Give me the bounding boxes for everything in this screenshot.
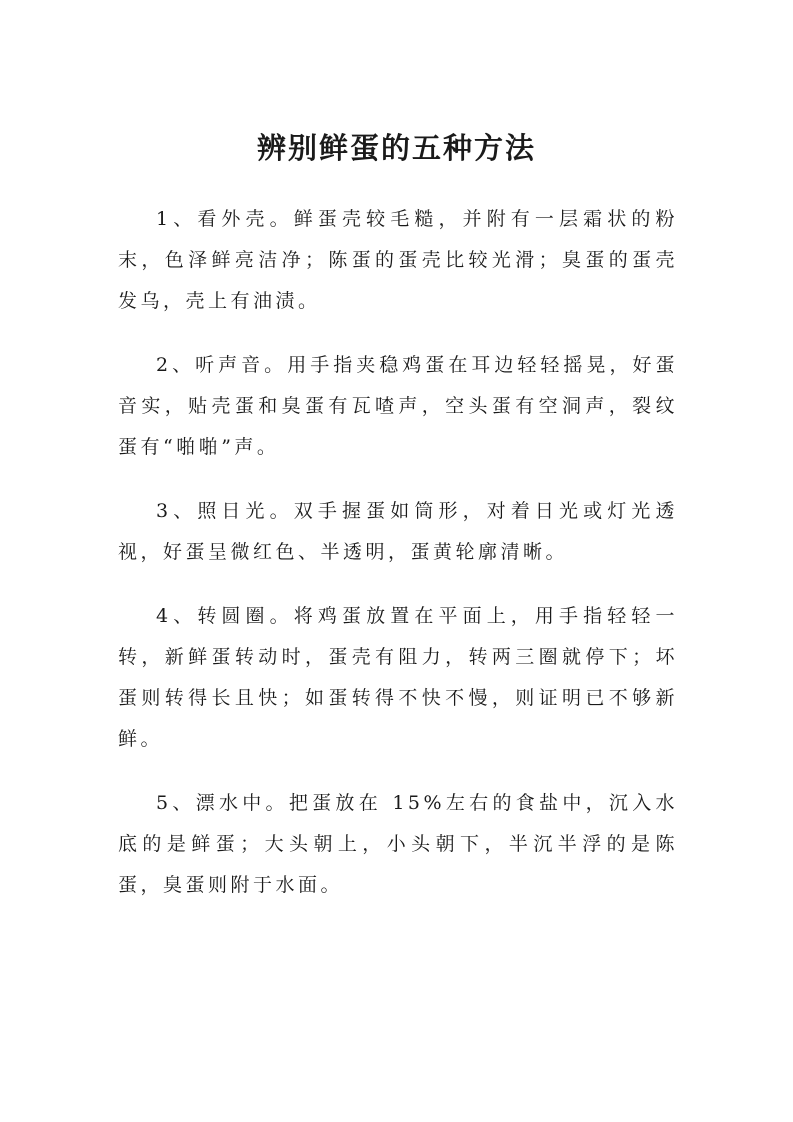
paragraph-spin: 4、转圆圈。将鸡蛋放置在平面上，用手指轻轻一转，新鲜蛋转动时，蛋壳有阻力，转两三圈就停下；坏蛋则转得长且快；如蛋转得不快不慢，则证明已不够新鲜。 xyxy=(118,605,678,750)
document-body xyxy=(118,199,678,929)
document-title: 辨别鲜蛋的五种方法 xyxy=(256,131,536,165)
paragraph-sunlight: 3、照日光。双手握蛋如筒形，对着日光或灯光透视，好蛋呈微红色、半透明，蛋黄轮廓清晰。 xyxy=(118,500,678,563)
paragraph-listen-sound: 2、听声音。用手指夹稳鸡蛋在耳边轻轻摇晃，好蛋音实，贴壳蛋和臭蛋有瓦喳声，空头蛋有空洞声，裂纹蛋有“啪啪”声。 xyxy=(118,354,678,458)
paragraph-float-water: 5、漂水中。把蛋放在 15%左右的食盐中，沉入水底的是鲜蛋；大头朝上，小头朝下，半沉半浮的是陈蛋，臭蛋则附于水面。 xyxy=(118,792,678,896)
paragraph-look-shell: 1、看外壳。鲜蛋壳较毛糙，并附有一层霜状的粉末，色泽鲜亮洁净；陈蛋的蛋壳比较光滑；臭蛋的蛋壳发乌，壳上有油渍。 xyxy=(118,208,678,312)
